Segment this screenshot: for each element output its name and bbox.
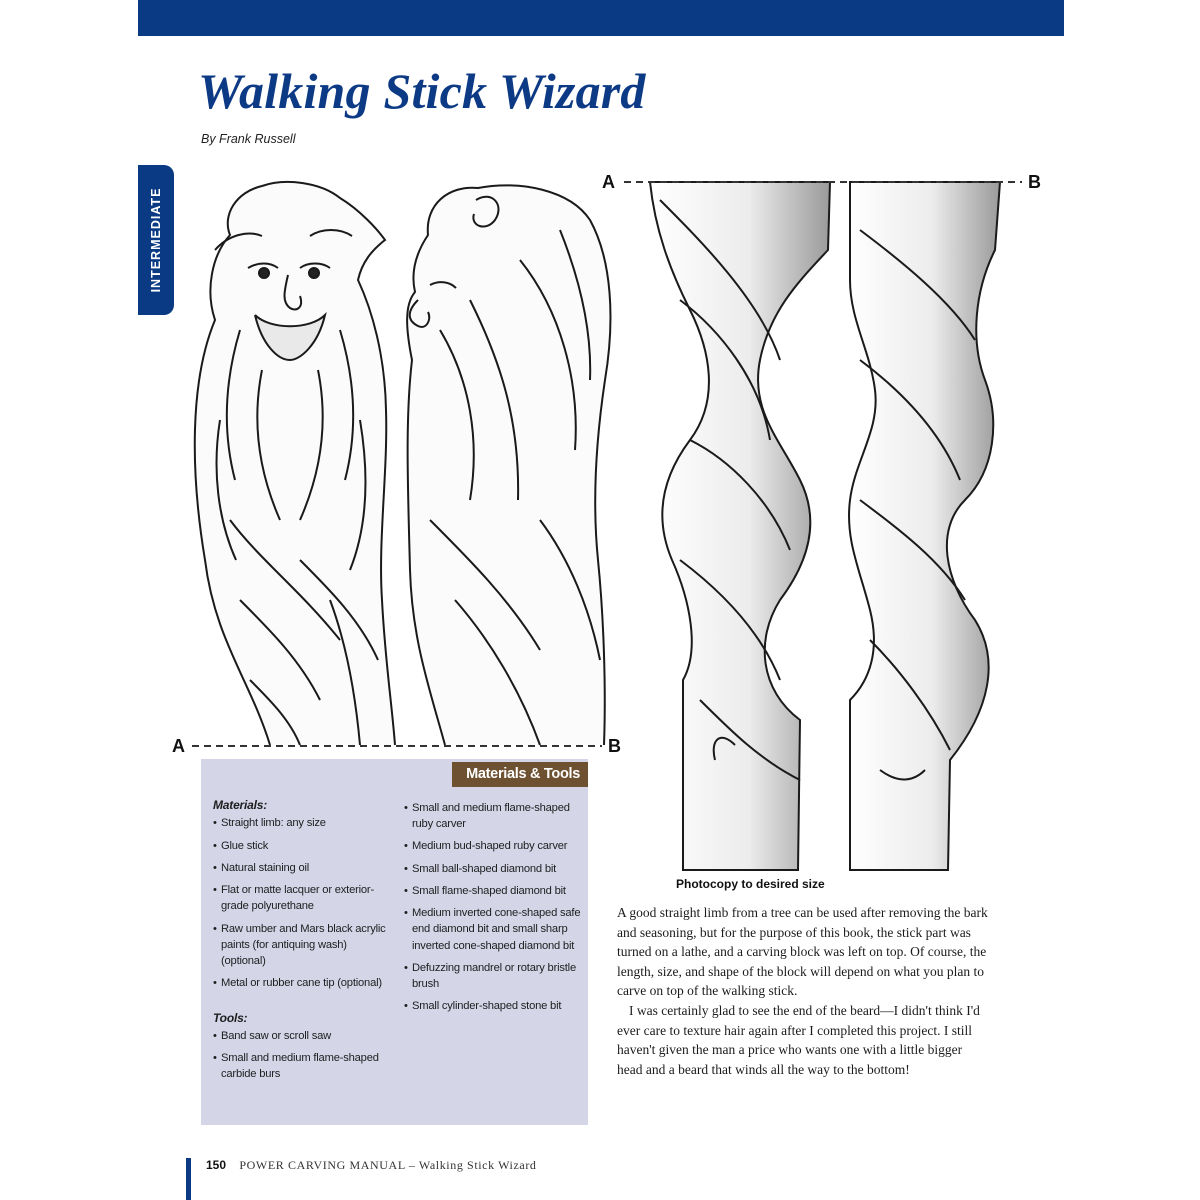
list-item: • Small cylinder-shaped stone bit (404, 998, 584, 1014)
label-a-bottom: A (172, 736, 185, 756)
tools-right-column (404, 800, 584, 1021)
difficulty-label: INTERMEDIATE (149, 187, 163, 293)
list-item: • Medium bud-shaped ruby carver (404, 838, 584, 854)
list-item: • Small and medium flame-shaped carbide burs (213, 1050, 393, 1082)
page-number: 150 (206, 1158, 227, 1172)
list-item: • Natural staining oil (213, 860, 393, 876)
list-item: • Metal or rubber cane tip (optional) (213, 975, 393, 991)
list-item: • Band saw or scroll saw (213, 1028, 393, 1044)
twisted-stick-left (650, 182, 830, 870)
list-item: • Defuzzing mandrel or rotary bristle brush (404, 960, 584, 992)
twisted-stick-right (849, 182, 1000, 870)
tools-list-left (213, 1028, 393, 1083)
paragraph: I was certainly glad to see the end of the beard—I didn't think I'd ever care to texture hair again after I completed this project. I still haven't given the man a price who wants one with a little bigger head and a beard that winds all the way to the bottom! (617, 1002, 980, 1077)
article-body (617, 903, 989, 1079)
list-item: • Raw umber and Mars black acrylic paints (for antiquing wash) (optional) (213, 921, 393, 970)
wizard-front-view (195, 182, 395, 745)
list-item: • Small ball-shaped diamond bit (404, 861, 584, 877)
wizard-side-view (407, 185, 610, 745)
materials-heading: Materials: (213, 798, 268, 812)
figure-caption: Photocopy to desired size (676, 877, 825, 891)
paragraph: A good straight limb from a tree can be used after removing the bark and seasoning, but for the purpose of this book, the stick part was turned on a lathe, and a carving block was left on top. Of course, the length, size, and shape of the block will depend on what you plan to carve on top of the walking stick. (617, 905, 988, 999)
label-b-top: B (1028, 172, 1041, 192)
label-b-bottom: B (608, 736, 621, 756)
label-a-top: A (602, 172, 615, 192)
tools-heading: Tools: (213, 1010, 248, 1025)
materials-tools-heading: Materials & Tools (452, 762, 588, 787)
tools-list-right (404, 800, 584, 1015)
materials-left-column (213, 797, 393, 1089)
byline: By Frank Russell (201, 132, 296, 146)
list-item: • Small flame-shaped diamond bit (404, 883, 584, 899)
materials-tools-box (201, 759, 588, 1125)
list-item: • Straight limb: any size (213, 815, 393, 831)
page-footer (206, 1158, 537, 1173)
list-item: • Flat or matte lacquer or exterior-grade polyurethane (213, 882, 393, 914)
list-item: • Medium inverted cone-shaped safe end diamond bit and small sharp inverted cone-shaped diamond bit (404, 905, 584, 954)
page-title: Walking Stick Wizard (198, 63, 646, 119)
list-item: • Small and medium flame-shaped ruby carver (404, 800, 584, 832)
list-item: • Glue stick (213, 838, 393, 854)
materials-list (213, 815, 393, 991)
footer-accent-bar (186, 1158, 191, 1200)
running-title: POWER CARVING MANUAL – Walking Stick Wizard (239, 1158, 537, 1172)
